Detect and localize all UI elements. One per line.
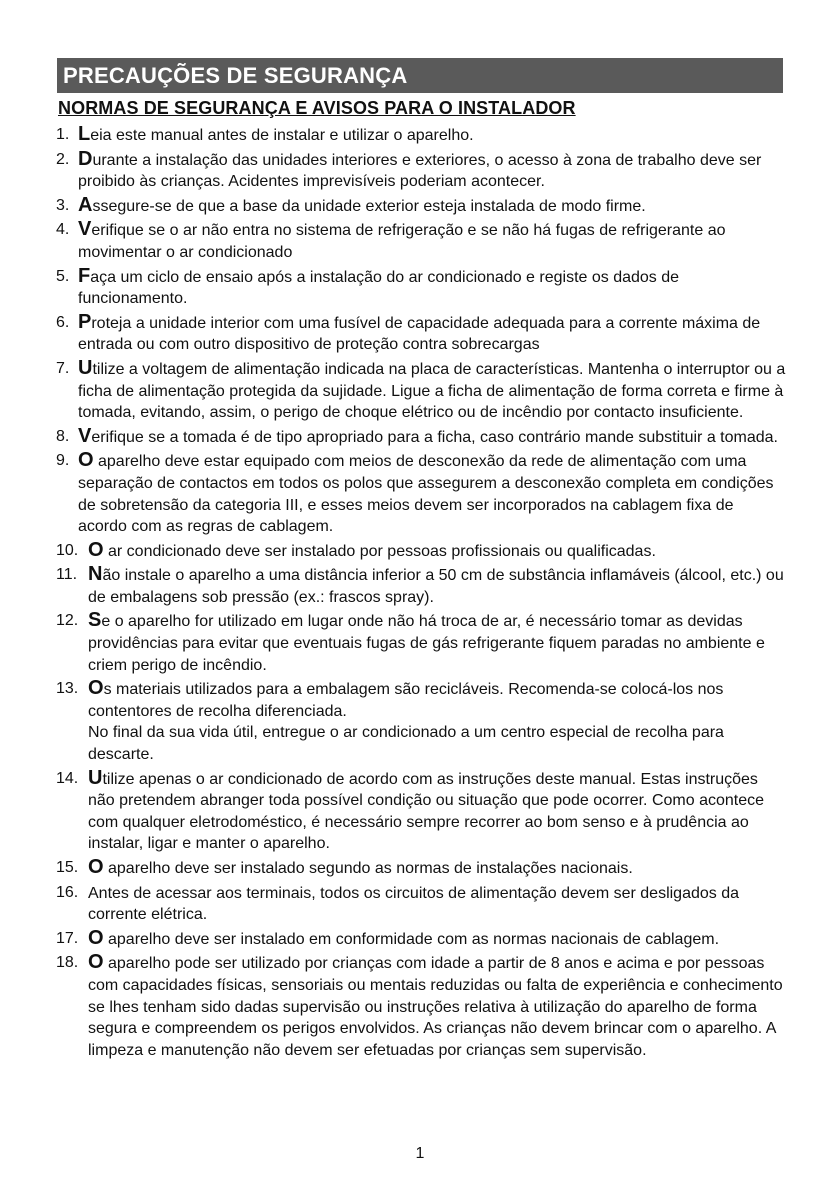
item-initial-letter: P [78,310,92,333]
item-number: 1. [56,126,70,143]
item-text: tilize apenas o ar condicionado de acordo com as instruções deste manual. Estas instruções não pretendem abranger toda possível condição ou situação que pode ocorrer. Como acontece com qualquer eletrodoméstico, é necessário sempre recorrer ao bom senso e à prudência ao instalar, ligar e manter o aparelho. [88,770,764,853]
safety-instruction-list [56,124,786,1063]
item-initial-letter: V [78,424,92,447]
list-item [56,124,786,147]
item-number: 14. [56,769,79,787]
item-number: 8. [56,427,70,445]
item-number: 9. [56,452,70,470]
item-initial-letter: O [78,449,94,472]
item-text: tilize a voltagem de alimentação indicada na placa de características. Mantenha o interruptor ou a ficha de alimentação protegida da sujidade. Ligue a ficha de alimentação de forma correta e firme à tomada, evitando, assim, o perigo de choque elétrico ou de incêndio por contacto insuficiente. [78,360,786,422]
item-text: urante a instalação das unidades interiores e exteriores, o acesso à zona de trabalho deve ser proibido às crianças. Acidentes imprevisíveis poderiam acontecer. [78,151,762,191]
item-text: e o aparelho for utilizado em lugar onde não há troca de ar, é necessário tomar as devidas providências para evitar que eventuais fugas de gás refrigerante fiquem paradas no ambiente e criem perigo de incêndio. [88,613,765,674]
list-item [56,610,786,676]
item-number: 18. [56,954,79,972]
item-initial-letter: V [78,218,92,241]
item-text: roteja a unidade interior com uma fusível de capacidade adequada para a corrente máxima de entrada ou com outro dispositivo de proteção contra sobrecargas [78,314,761,354]
list-item [56,450,786,537]
item-initial-letter: D [78,147,93,170]
item-number: 12. [56,612,79,630]
item-initial-letter: N [88,563,103,586]
item-text: s materiais utilizados para a embalagem são recicláveis. Recomenda-se colocá-los nos contentores de recolha diferenciada. [88,681,724,720]
list-item [56,768,786,855]
item-text: erifique se a tomada é de tipo apropriado para a ficha, caso contrário mande substituir a tomada. [91,428,778,446]
item-initial-letter: A [78,193,93,216]
section-title-banner [57,58,783,93]
list-item [56,564,786,608]
list-item [56,952,786,1061]
item-text: aparelho deve estar equipado com meios de desconexão da rede de alimentação com uma separação de contactos em todos os polos que assegurem a desconexão completa em condições de sobretensão da categoria III, e esses meios devem ser incorporados na cablagem fixa de acordo com as regras de cablagem. [78,453,774,536]
list-item [56,928,786,951]
item-number: 6. [56,313,70,331]
item-text: Antes de acessar aos terminais, todos os circuitos de alimentação devem ser desligados da corrente elétrica. [88,884,740,924]
item-initial-letter: F [78,264,91,287]
item-initial-letter: O [88,538,104,561]
list-item [56,266,786,310]
item-number: 11. [56,566,78,584]
list-item [56,857,786,880]
list-item [56,195,786,218]
item-number: 16. [56,883,79,901]
item-number: 7. [56,359,70,377]
list-item [56,426,786,449]
section-subtitle: NORMAS DE SEGURANÇA E AVISOS PARA O INSTALADOR [58,98,576,118]
item-text: ar condicionado deve ser instalado por pessoas profissionais ou qualificadas. [103,542,656,560]
item-number: 5. [56,267,70,285]
item-extra-text: No final da sua vida útil, entregue o ar condicionado a um centro especial de recolha para descarte. [88,724,724,764]
list-item [56,678,786,765]
item-initial-letter: U [78,356,93,379]
item-number: 4. [56,221,70,239]
item-initial-letter: O [88,926,104,949]
item-text: erifique se o ar não entra no sistema de refrigeração e se não há fugas de refrigerante ao movimentar o ar condicionado [78,222,726,261]
item-text: ão instale o aparelho a uma distância inferior a 50 cm de substância inflamáveis (álcool, etc.) ou de embalagens sob pressão (ex.: frascos spray). [88,567,784,606]
list-item [56,540,786,563]
item-initial-letter: O [88,856,104,878]
item-initial-letter: L [78,123,91,145]
item-number: 2. [56,150,70,168]
list-item [56,358,786,424]
item-initial-letter: S [88,609,102,632]
item-initial-letter: O [88,677,104,700]
list-item [56,219,786,263]
list-item [56,149,786,193]
list-item [56,312,786,356]
list-item [56,882,786,926]
item-text: aparelho deve ser instalado em conformidade com as normas nacionais de cablagem. [103,930,720,948]
item-number: 15. [56,859,79,876]
item-text: aparelho pode ser utilizado por crianças com idade a partir de 8 anos e acima e por pessoas com capacidades físicas, sensoriais ou mentais reduzidas ou falta de experiência e conhecimento se lhes tenham sido dadas supervisão ou instruções relativa à utilização do aparelho de forma segura e compreendem os perigos envolvidos. As crianças não devem brincar com o aparelho. A limpeza e manutenção não devem ser efetuadas por crianças sem supervisão. [88,955,783,1059]
item-initial-letter: O [88,951,104,974]
item-initial-letter: U [88,766,103,789]
item-text: aça um ciclo de ensaio após a instalação do ar condicionado e registe os dados de funcionamento. [78,268,680,308]
item-text: aparelho deve ser instalado segundo as normas de instalações nacionais. [103,860,633,877]
item-number: 10. [56,541,79,559]
item-text: eia este manual antes de instalar e utilizar o aparelho. [90,127,474,144]
item-number: 17. [56,929,79,947]
item-text: ssegure-se de que a base da unidade exterior esteja instalada de modo firme. [92,197,646,215]
section-title: PRECAUÇÕES DE SEGURANÇA [63,63,408,88]
item-number: 3. [56,196,70,214]
page-number: 1 [415,1145,425,1162]
item-number: 13. [56,680,79,698]
